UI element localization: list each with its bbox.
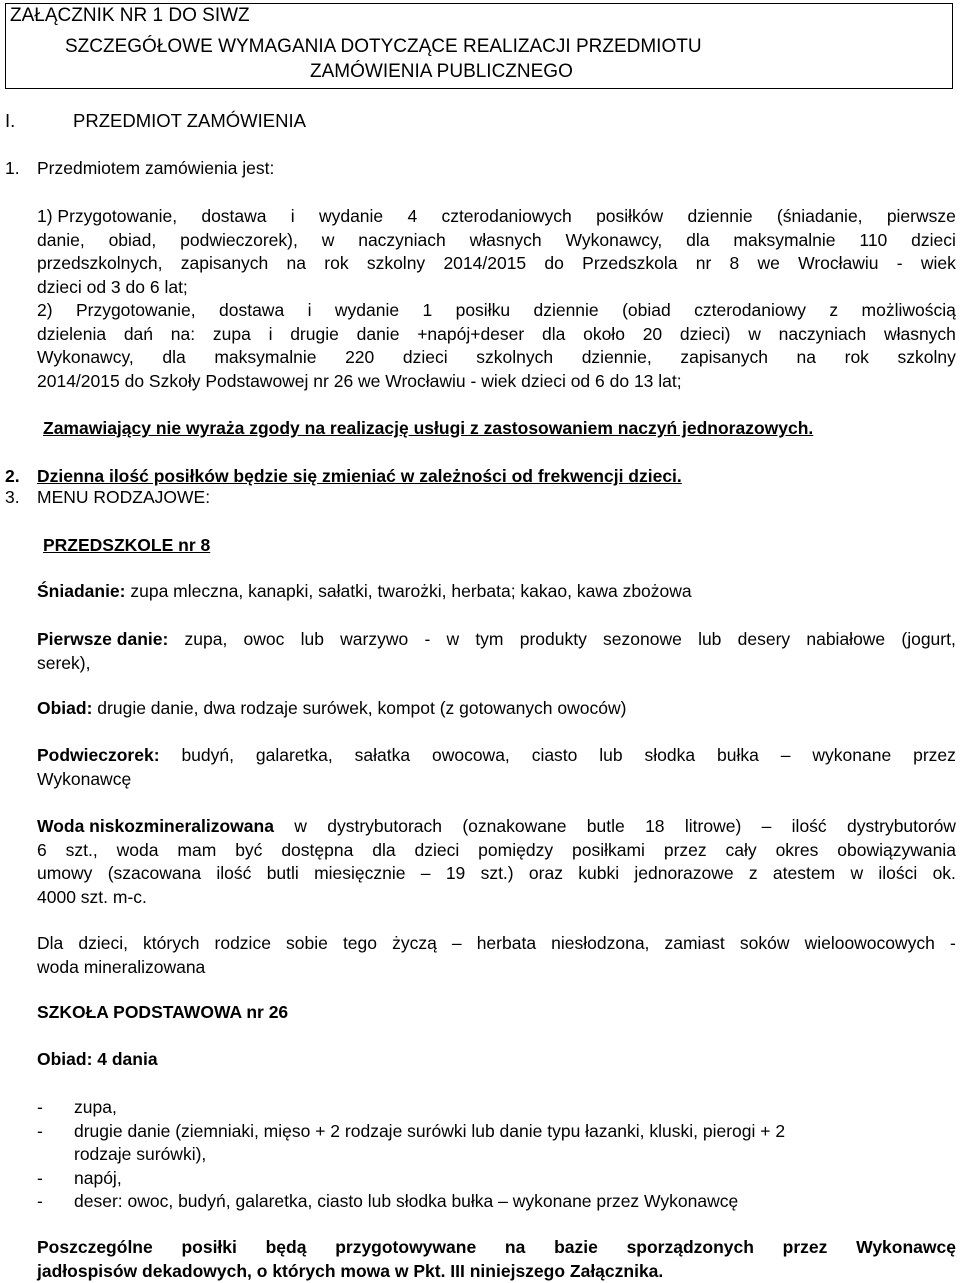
word: litrowe) bbox=[684, 816, 742, 836]
school-dinner-label: Obiad: 4 dania bbox=[37, 1049, 158, 1069]
word: Przygotowanie, bbox=[75, 300, 196, 320]
word: (obiad bbox=[622, 300, 671, 320]
word: Wykonawcy, bbox=[37, 347, 134, 368]
document-title-line2: ZAMÓWIENIA PUBLICZNEGO bbox=[310, 61, 573, 82]
word: dzieci, bbox=[78, 933, 128, 953]
word: owocowa, bbox=[431, 745, 510, 765]
word: posiłku bbox=[455, 300, 511, 320]
word: dystrybutorów bbox=[847, 816, 956, 836]
word: – bbox=[420, 863, 431, 884]
word: tym bbox=[475, 629, 504, 649]
word: z bbox=[829, 300, 839, 320]
word: we bbox=[757, 253, 780, 274]
word: dla bbox=[162, 347, 186, 368]
word: dostawa bbox=[201, 206, 267, 226]
word: możliwością bbox=[861, 300, 956, 320]
word: nabiałowe bbox=[806, 629, 886, 649]
word: pierwsze bbox=[886, 206, 956, 226]
document-title-line1: SZCZEGÓŁOWE WYMAGANIA DOTYCZĄCE REALIZACJI PRZEDMIOTU bbox=[65, 36, 702, 57]
point-1 bbox=[37, 205, 956, 299]
item3-text: MENU RODZAJOWE: bbox=[37, 487, 211, 507]
word: Przedszkola bbox=[582, 253, 678, 274]
word: zamiast bbox=[664, 933, 725, 953]
attachment-label: ZAŁĄCZNIK NR 1 DO SIWZ bbox=[10, 5, 250, 26]
word: butli bbox=[266, 863, 299, 884]
word: (jogurt, bbox=[901, 629, 956, 649]
word: herbata bbox=[476, 933, 537, 953]
word: tego bbox=[342, 933, 377, 953]
word: cały bbox=[725, 839, 757, 860]
word: dostępna bbox=[281, 839, 354, 860]
word: w bbox=[446, 629, 460, 649]
word: dziennie, bbox=[581, 347, 652, 368]
word: dzieci) bbox=[679, 323, 731, 344]
school-dinner-list bbox=[37, 1096, 956, 1214]
point-2 bbox=[37, 299, 956, 393]
word: miesięcznie bbox=[314, 863, 406, 884]
word: posiłków bbox=[596, 206, 664, 226]
word: życzą bbox=[392, 933, 437, 953]
word: na bbox=[504, 1237, 526, 1257]
point-2-line-4: 2014/2015 do Szkoły Podstawowej nr 26 we Wrocławiu - wiek dzieci od 6 do 13 lat; bbox=[37, 370, 682, 391]
point-2-line-3 bbox=[37, 346, 956, 370]
word: zapisanych bbox=[180, 253, 269, 274]
word: produkty bbox=[519, 629, 587, 649]
word: 4 bbox=[407, 206, 418, 226]
word: wiek bbox=[920, 253, 956, 274]
disposable-notice: Zamawiający nie wyraża zgody na realizację usługi z zastosowaniem naczyń jednorazowych. bbox=[43, 418, 814, 438]
footer-line-2: jadłospisów dekadowych, o których mowa w Pkt. III niniejszego Załącznika. bbox=[37, 1260, 664, 1281]
word: w bbox=[748, 323, 761, 344]
word: zupa, bbox=[184, 629, 228, 649]
word: sałatka bbox=[354, 745, 411, 765]
word: dostawa bbox=[219, 300, 285, 320]
word: oraz bbox=[528, 863, 563, 884]
word: 20 bbox=[642, 323, 663, 344]
list-item bbox=[37, 1096, 956, 1120]
water bbox=[37, 815, 956, 909]
word: i bbox=[268, 323, 273, 344]
dinner-label: Obiad: bbox=[37, 698, 93, 718]
first-course bbox=[37, 628, 956, 675]
word: (szacowana bbox=[107, 863, 202, 884]
list-item-text: drugie danie (ziemniaki, mięso + 2 rodzaje surówki lub danie typu łazanki, kluski, pierogi + 2 bbox=[74, 1120, 786, 1141]
word: na bbox=[796, 347, 817, 368]
dinner-line bbox=[37, 698, 626, 719]
word: słodka bbox=[644, 745, 696, 765]
word: bazie bbox=[554, 1237, 598, 1257]
word: przez bbox=[782, 1237, 828, 1257]
snack-line-2: Wykonawcę bbox=[37, 768, 132, 789]
point-1-line-3 bbox=[37, 252, 956, 276]
word: Poszczególne bbox=[37, 1237, 153, 1257]
word: obiad, bbox=[108, 229, 157, 250]
word: 2) bbox=[37, 300, 53, 320]
water-label: Woda niskozmineralizowana bbox=[37, 816, 274, 836]
water-line-1 bbox=[37, 815, 956, 839]
word: pomiędzy bbox=[478, 839, 554, 860]
list-dash: - bbox=[37, 1167, 43, 1188]
word: soków bbox=[739, 933, 790, 953]
snack-label: Podwieczorek: bbox=[37, 745, 160, 765]
first-course-line-2: serek), bbox=[37, 652, 91, 673]
word: dzieci bbox=[402, 347, 448, 368]
word: przedszkolnych, bbox=[37, 253, 163, 274]
word: atestem bbox=[772, 863, 836, 884]
footer-note bbox=[37, 1236, 956, 1283]
list-item bbox=[37, 1190, 956, 1214]
word: (śniadanie, bbox=[776, 206, 863, 226]
word: w bbox=[294, 816, 307, 836]
word: dzieci bbox=[911, 229, 956, 250]
word: ilości bbox=[878, 863, 918, 884]
water-line-3 bbox=[37, 862, 956, 886]
tea bbox=[37, 932, 956, 979]
word: będą bbox=[265, 1237, 307, 1257]
word: 1) Przygotowanie, bbox=[37, 206, 178, 226]
word: dla bbox=[541, 323, 566, 344]
word: wykonane bbox=[812, 745, 892, 765]
point-1-line-2 bbox=[37, 229, 956, 253]
word: nr bbox=[695, 253, 712, 274]
list-item-text: deser: owoc, budyń, galaretka, ciasto lub słodka bułka – wykonane przez Wykonawcę bbox=[74, 1191, 739, 1212]
word: czterodaniowych bbox=[441, 206, 572, 226]
word: dla bbox=[372, 839, 396, 860]
tea-line-1 bbox=[37, 932, 956, 956]
section-number: I. bbox=[5, 110, 16, 131]
word: galaretka, bbox=[255, 745, 333, 765]
word: własnych bbox=[883, 323, 956, 344]
list-item bbox=[37, 1167, 956, 1191]
item3-number: 3. bbox=[5, 487, 20, 507]
word: w bbox=[850, 863, 864, 884]
word: 18 bbox=[645, 816, 665, 836]
word: zapisanych bbox=[680, 347, 768, 368]
word: własnych bbox=[469, 229, 542, 250]
word: okres bbox=[775, 839, 819, 860]
word: bułka bbox=[717, 745, 759, 765]
preschool-heading: PRZEDSZKOLE nr 8 bbox=[43, 535, 211, 555]
point-2-line-1 bbox=[37, 299, 956, 323]
list-dash: - bbox=[37, 1191, 43, 1212]
breakfast-label: Śniadanie: bbox=[37, 581, 126, 601]
word: Wykonawcę bbox=[856, 1237, 956, 1257]
word: dystrybutorach bbox=[327, 816, 443, 836]
item2-number: 2. bbox=[5, 466, 20, 486]
word: butle bbox=[586, 816, 625, 836]
word: dzieci bbox=[414, 839, 460, 860]
word: – bbox=[451, 933, 462, 953]
word: 6 bbox=[37, 839, 47, 860]
water-line-4: 4000 szt. m-c. bbox=[37, 886, 147, 907]
tea-line-2: woda mineralizowana bbox=[37, 956, 206, 977]
word: zupa bbox=[212, 323, 251, 344]
word: z bbox=[748, 863, 758, 884]
word: niesłodzona, bbox=[551, 933, 650, 953]
point-1-line-1 bbox=[37, 205, 956, 229]
word: dziennie bbox=[533, 300, 599, 320]
list-item-text: zupa, bbox=[74, 1097, 117, 1117]
word: dzielenia bbox=[37, 323, 107, 344]
word: woda bbox=[116, 839, 159, 860]
word: wydanie bbox=[334, 300, 400, 320]
word: desery bbox=[737, 629, 791, 649]
word: szt.) bbox=[480, 863, 514, 884]
word: wieloowocowych bbox=[804, 933, 935, 953]
word: być bbox=[235, 839, 263, 860]
first-course-line-1 bbox=[37, 628, 956, 652]
word: dziennie bbox=[687, 206, 753, 226]
list-item bbox=[37, 1120, 956, 1167]
word: 110 bbox=[859, 229, 888, 250]
word: ilość bbox=[791, 816, 827, 836]
word: szt., bbox=[65, 839, 98, 860]
word: - bbox=[424, 629, 431, 649]
breakfast-text: zupa mleczna, kanapki, sałatki, twarożki, herbata; kakao, kawa zbożowa bbox=[130, 581, 692, 601]
word: przez bbox=[913, 745, 956, 765]
word: podwieczorek), bbox=[180, 229, 298, 250]
word: przygotowywane bbox=[335, 1237, 477, 1257]
footer-line-1 bbox=[37, 1236, 956, 1260]
word: Wykonawcy, bbox=[565, 229, 663, 250]
word: lub bbox=[698, 629, 722, 649]
section-title: PRZEDMIOT ZAMÓWIENIA bbox=[73, 110, 306, 131]
word: - bbox=[949, 933, 956, 953]
word: na: bbox=[170, 323, 196, 344]
breakfast-line bbox=[37, 581, 692, 602]
word: lub bbox=[300, 629, 324, 649]
word: szkolnych bbox=[476, 347, 554, 368]
word: sobie bbox=[286, 933, 328, 953]
word: i bbox=[290, 206, 295, 226]
list-item-text: napój, bbox=[74, 1167, 122, 1188]
word: przez bbox=[663, 839, 707, 860]
list-dash: - bbox=[37, 1120, 43, 1141]
word: budyń, bbox=[181, 745, 234, 765]
word: wydanie bbox=[318, 206, 384, 226]
header-box bbox=[5, 3, 953, 89]
word: umowy bbox=[37, 863, 93, 884]
word: – bbox=[761, 816, 772, 836]
word: naczyniach bbox=[358, 229, 446, 250]
word: maksymalnie bbox=[214, 347, 317, 368]
word: rodzice bbox=[214, 933, 271, 953]
word: posiłkami bbox=[571, 839, 645, 860]
word: sezonowe bbox=[603, 629, 682, 649]
word: Wrocławiu bbox=[798, 253, 879, 274]
word: owoc bbox=[243, 629, 285, 649]
word: maksymalnie bbox=[733, 229, 836, 250]
word: 220 bbox=[345, 347, 375, 368]
word: ilość bbox=[216, 863, 252, 884]
word: ciasto bbox=[531, 745, 578, 765]
word: szkolny bbox=[897, 347, 956, 368]
word: szkolny bbox=[366, 253, 426, 274]
word: danie, bbox=[37, 229, 85, 250]
item2-text: Dzienna ilość posiłków będzie się zmieniać w zależności od frekwencji dzieci. bbox=[37, 466, 682, 486]
snack-line-1 bbox=[37, 744, 956, 768]
word: na bbox=[286, 253, 307, 274]
word: drugie bbox=[290, 323, 339, 344]
list-item-text-cont: rodzaje surówki), bbox=[74, 1144, 207, 1165]
item1-text: Przedmiotem zamówienia jest: bbox=[37, 158, 275, 178]
word: mam bbox=[177, 839, 217, 860]
word: dla bbox=[686, 229, 710, 250]
list-dash: - bbox=[37, 1097, 43, 1117]
word: warzywo bbox=[340, 629, 409, 649]
word: których bbox=[143, 933, 200, 953]
snack bbox=[37, 744, 956, 791]
word: czterodaniowy bbox=[694, 300, 806, 320]
word: do bbox=[544, 253, 564, 274]
word: ok. bbox=[932, 863, 956, 884]
word: +napój+deser bbox=[417, 323, 525, 344]
word: posiłki bbox=[181, 1237, 237, 1257]
word: 19 bbox=[445, 863, 466, 884]
word: 8 bbox=[729, 253, 740, 274]
dinner-text: drugie danie, dwa rodzaje surówek, kompot (z gotowanych owoców) bbox=[97, 698, 627, 718]
point-2-line-2 bbox=[37, 323, 956, 347]
point-1-line-4: dzieci od 3 do 6 lat; bbox=[37, 276, 188, 297]
word: w bbox=[321, 229, 335, 250]
water-line-2 bbox=[37, 839, 956, 863]
word: naczyniach bbox=[778, 323, 867, 344]
word: kubki bbox=[578, 863, 620, 884]
word: jednorazowe bbox=[634, 863, 734, 884]
word: i bbox=[307, 300, 312, 320]
school-heading: SZKOŁA PODSTAWOWA nr 26 bbox=[37, 1002, 289, 1022]
word: sporządzonych bbox=[626, 1237, 754, 1257]
word: około bbox=[583, 323, 625, 344]
word: Dla bbox=[37, 933, 64, 953]
word: lub bbox=[599, 745, 623, 765]
word: danie bbox=[356, 323, 400, 344]
item1-number: 1. bbox=[5, 158, 20, 178]
word: obowiązywania bbox=[837, 839, 956, 860]
word: dań bbox=[123, 323, 154, 344]
word: rok bbox=[324, 253, 349, 274]
word: rok bbox=[844, 347, 869, 368]
first-course-label: Pierwsze danie: bbox=[37, 629, 169, 649]
word: (oznakowane bbox=[462, 816, 567, 836]
word: 1 bbox=[422, 300, 433, 320]
word: - bbox=[896, 253, 903, 274]
word: – bbox=[780, 745, 791, 765]
word: 2014/2015 bbox=[443, 253, 527, 274]
